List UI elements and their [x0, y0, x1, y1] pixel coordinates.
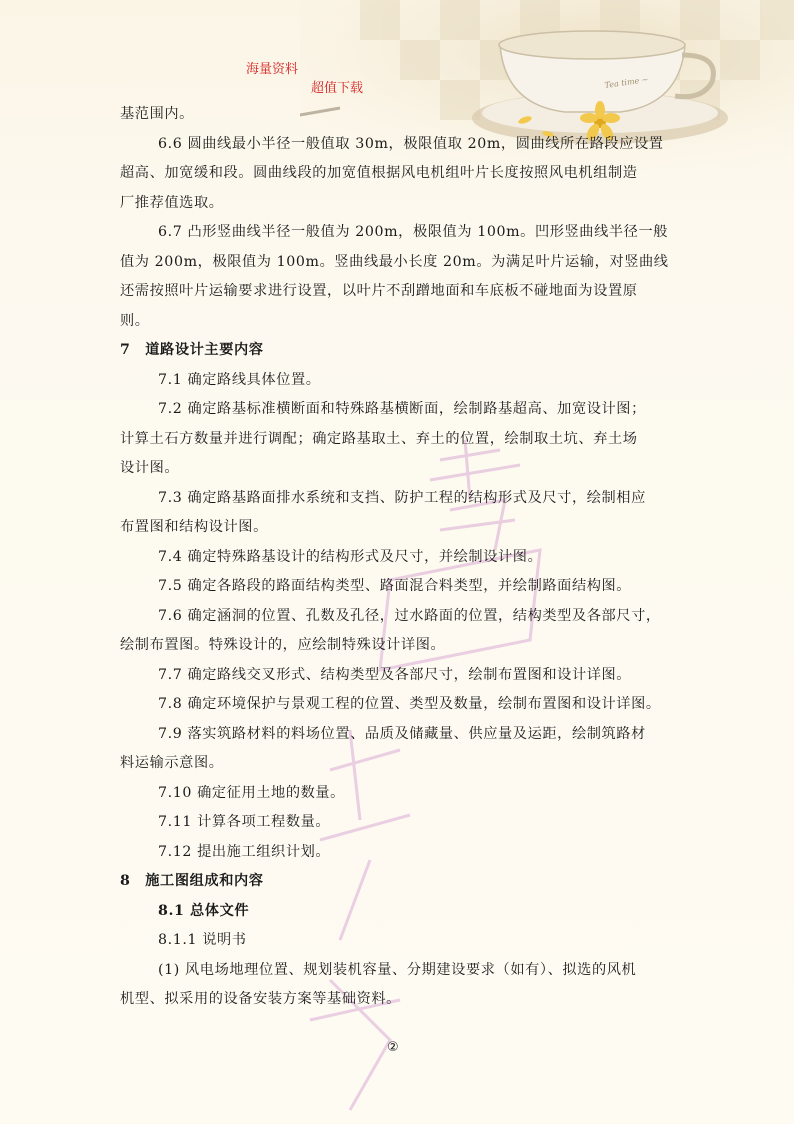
text-line: 7.7 确定路线交叉形式、结构类型及各部尺寸，绘制布置图和设计详图。 — [158, 666, 632, 683]
text-line: 还需按照叶片运输要求进行设置，以叶片不刮蹭地面和车底板不碰地面为设置原 — [120, 283, 638, 299]
text-line: (1) 风电场地理位置、规划装机容量、分期建设要求（如有）、拟选的风机 — [158, 961, 637, 978]
text-line: 7.3 确定路基路面排水系统和支挡、防护工程的结构形式及尺寸，绘制相应 — [158, 489, 646, 506]
text-line: 厂推荐值选取。 — [120, 194, 224, 211]
text-line: 7.4 确定特殊路基设计的结构形式及尺寸，并绘制设计图。 — [158, 548, 543, 565]
section-heading: 8.1 总体文件 — [158, 902, 250, 919]
promo-text-line-2: 超值下载 — [311, 81, 364, 96]
text-line: 基范围内。 — [120, 106, 194, 122]
svg-text:Tea time ~: Tea time ~ — [604, 74, 649, 90]
text-line: 则。 — [120, 312, 150, 329]
text-line: 6.7 凸形竖曲线半径一般值为 200m，极限值为 100m。凹形竖曲线半径一般 — [158, 224, 669, 240]
text-line: 7.12 提出施工组织计划。 — [158, 843, 331, 860]
text-line: 7.5 确定各路段的路面结构类型、路面混合料类型，并绘制路面结构图。 — [158, 578, 632, 594]
text-line: 6.6 圆曲线最小半径一般值取 30m，极限值取 20m，圆曲线所在路段应设置 — [158, 135, 664, 152]
text-line: 7.9 落实筑路材料的料场位置、品质及储藏量、供应量及运距，绘制筑路材 — [158, 725, 646, 742]
text-line: 设计图。 — [120, 460, 180, 476]
text-line: 机型、拟采用的设备安装方案等基础资料。 — [120, 991, 401, 1007]
text-line: 7.10 确定征用土地的数量。 — [158, 784, 345, 801]
text-line: 值为 200m，极限值为 100m。竖曲线最小长度 20m。为满足叶片运输，对竖曲线 — [120, 253, 669, 270]
section-heading: 8 施工图组成和内容 — [120, 873, 264, 889]
promo-text-line-1: 海量资料 — [246, 62, 299, 77]
section-heading: 7 道路设计主要内容 — [120, 342, 264, 358]
document-body — [120, 100, 680, 1015]
text-line: 7.8 确定环境保护与景观工程的位置、类型及数量，绘制布置图和设计详图。 — [158, 696, 661, 712]
text-line: 超高、加宽缓和段。圆曲线段的加宽值根据风电机组叶片长度按照风电机组制造 — [120, 165, 638, 181]
text-line: 料运输示意图。 — [120, 755, 224, 771]
text-line: 布置图和结构设计图。 — [120, 519, 268, 535]
text-line: 8.1.1 说明书 — [158, 932, 247, 948]
text-line: 计算土石方数量并进行调配；确定路基取土、弃土的位置，绘制取土坑、弃土场 — [120, 430, 638, 447]
text-line: 绘制布置图。特殊设计的，应绘制特殊设计详图。 — [120, 637, 446, 653]
text-line: 7.6 确定涵洞的位置、孔数及孔径，过水路面的位置，结构类型及各部尺寸， — [158, 607, 661, 624]
page-number: ② — [387, 1040, 399, 1055]
text-line: 7.2 确定路基标准横断面和特殊路基横断面，绘制路基超高、加宽设计图； — [158, 401, 646, 417]
text-line: 7.11 计算各项工程数量。 — [158, 814, 331, 830]
text-line: 7.1 确定路线具体位置。 — [158, 371, 321, 388]
